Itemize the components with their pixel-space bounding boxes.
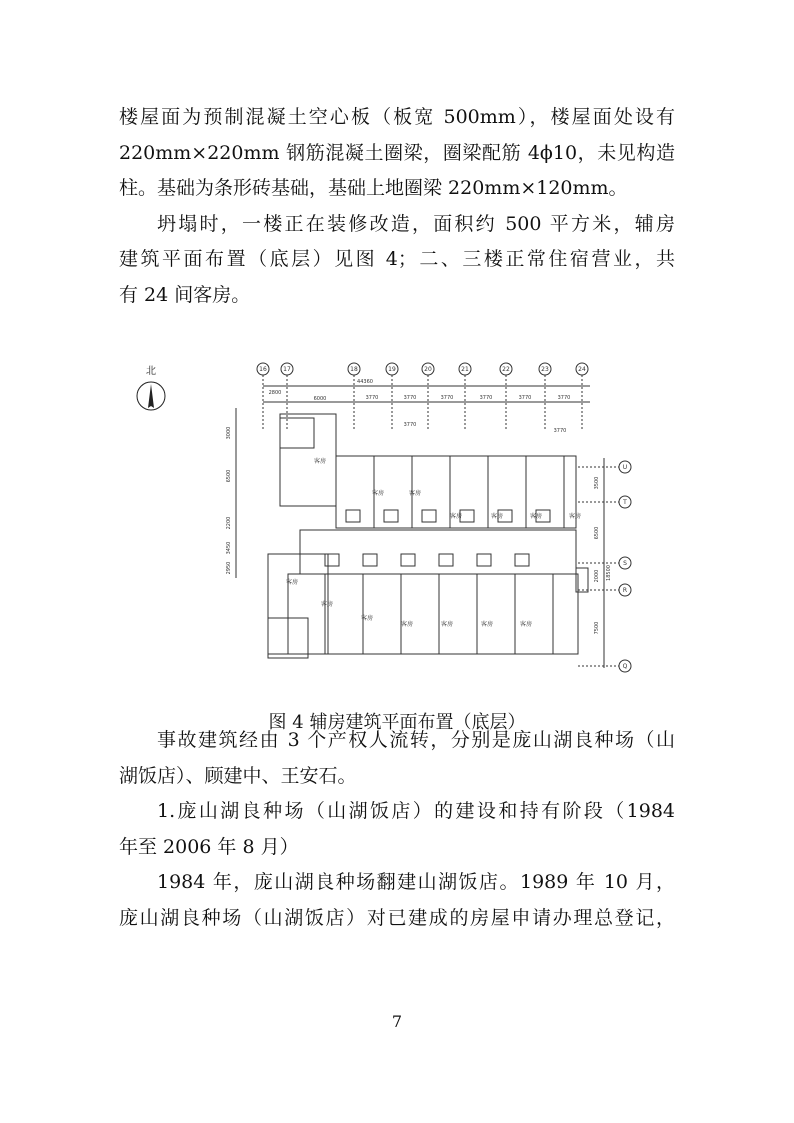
row-label: Q <box>622 663 628 670</box>
room-label: 客房 <box>490 513 504 520</box>
paragraph-line: 事故建筑经由 3 个产权人流转，分别是庞山湖良种场（山 <box>157 729 675 751</box>
toilet-fixture <box>346 510 360 522</box>
paragraph-line: 柱。基础为条形砖基础，基础上地圈梁 220mm×120mm。 <box>119 177 628 199</box>
page-number: 7 <box>391 1012 403 1031</box>
dimension-label: 2200 <box>226 516 232 530</box>
paragraph-line: 有 24 间客房。 <box>119 283 251 306</box>
north-arrow-icon <box>137 365 165 410</box>
body-text-top <box>119 100 675 313</box>
dimension-label: 2000 <box>594 569 600 583</box>
dimension-label: 3770 <box>557 395 571 401</box>
dimension-label: 3770 <box>553 428 567 434</box>
room-label: 客房 <box>313 458 327 465</box>
axis-label: 23 <box>541 366 549 373</box>
paragraph-line: 楼屋面为预制混凝土空心板（板宽 500mm），楼屋面处设有 <box>119 106 675 128</box>
dimension-label: 3770 <box>403 395 417 401</box>
dimension-label: 6500 <box>594 526 600 540</box>
toilet-fixture <box>401 554 415 566</box>
floor-plan-drawing <box>120 358 668 690</box>
toilet-fixture <box>515 554 529 566</box>
dimension-label: 3770 <box>518 395 532 401</box>
dimension-label: 2950 <box>226 561 232 575</box>
room-label: 客房 <box>285 579 299 586</box>
axis-label: 20 <box>424 366 432 373</box>
row-label: U <box>622 464 628 471</box>
toilet-fixture <box>325 554 339 566</box>
toilet-fixture <box>460 510 474 522</box>
west-wing-south <box>268 554 328 654</box>
paragraph-line: 坍塌时，一楼正在装修改造，面积约 500 平方米，辅房 <box>157 212 675 235</box>
row-label: R <box>622 587 628 594</box>
room-label: 客房 <box>408 490 422 497</box>
toilet-fixture <box>363 554 377 566</box>
room-label: 客房 <box>440 621 454 628</box>
dimension-label: 18500 <box>606 565 612 581</box>
room-label: 客房 <box>449 513 463 520</box>
dimension-label: 6500 <box>226 469 232 483</box>
axis-label: 24 <box>578 366 586 373</box>
paragraph-line: 1.庞山湖良种场（山湖饭店）的建设和持有阶段（1984 <box>157 800 675 822</box>
room-label: 客房 <box>360 615 374 622</box>
axis-label: 16 <box>259 366 267 373</box>
paragraph-line: 湖饭店）、顾建中、王安石。 <box>119 764 357 787</box>
dimension-label: 44360 <box>357 379 373 385</box>
dimension-label: 3770 <box>479 395 493 401</box>
paragraph-line: 建筑平面布置（底层）见图 4；二、三楼正常住宿营业，共 <box>119 248 675 270</box>
axis-label: 22 <box>502 366 510 373</box>
paragraph-line: 1984 年，庞山湖良种场翻建山湖饭店。1989 年 10 月， <box>157 871 675 893</box>
dimension-label: 3770 <box>365 395 379 401</box>
building-block-south <box>285 574 578 654</box>
axis-label: 19 <box>388 366 396 373</box>
dimension-label: 3450 <box>226 541 232 555</box>
room-label: 客房 <box>519 621 533 628</box>
room-label: 客房 <box>480 621 494 628</box>
figure-caption: 图 4 辅房建筑平面布置（底层） <box>268 712 526 733</box>
axis-label: 18 <box>350 366 358 373</box>
dimension-label: 7500 <box>594 621 600 635</box>
dimension-label: 3500 <box>594 476 600 490</box>
north-label: 北 <box>146 366 156 377</box>
dimension-label: 2800 <box>268 390 282 396</box>
axis-label: 21 <box>461 366 469 373</box>
room-label: 客房 <box>400 621 414 628</box>
west-room <box>280 418 314 448</box>
room-label: 客房 <box>371 490 385 497</box>
row-label: S <box>623 560 627 567</box>
floor-plan-figure <box>120 358 668 690</box>
room-label: 客房 <box>529 513 543 520</box>
dimension-label: 3000 <box>226 426 232 440</box>
room-label: 客房 <box>568 513 582 520</box>
toilet-fixture <box>477 554 491 566</box>
row-label: T <box>623 499 627 506</box>
paragraph-line: 庞山湖良种场（山湖饭店）对已建成的房屋申请办理总登记， <box>119 906 675 929</box>
paragraph-line: 年至 2006 年 8 月） <box>119 835 299 858</box>
axis-label: 17 <box>283 366 291 373</box>
toilet-fixture <box>422 510 436 522</box>
toilet-fixture <box>384 510 398 522</box>
dimension-label: 3770 <box>440 395 454 401</box>
dimension-label: 3770 <box>403 422 417 428</box>
dimension-label: 6000 <box>313 396 327 402</box>
body-text-bottom <box>119 723 675 936</box>
room-label: 客房 <box>320 601 334 608</box>
west-wing <box>280 414 336 506</box>
toilet-fixture <box>439 554 453 566</box>
paragraph-line: 220mm×220mm 钢筋混凝土圈梁，圈梁配筋 4ϕ10，未见构造 <box>119 141 675 164</box>
corridor <box>300 530 576 574</box>
